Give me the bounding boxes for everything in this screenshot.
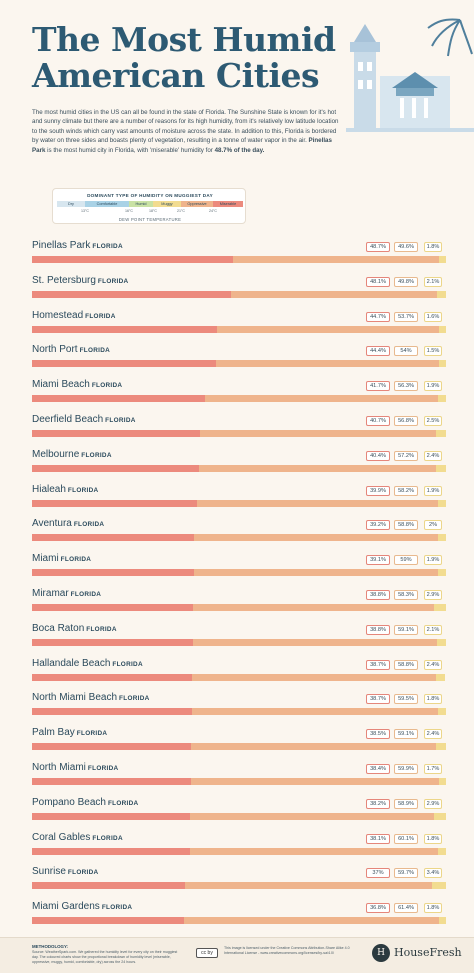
legend-seg-humid: Humid xyxy=(129,201,153,207)
city-name xyxy=(32,553,91,564)
city-row xyxy=(32,897,446,931)
stacked-bar xyxy=(32,534,446,541)
legend-axis-label: DEW POINT TEMPERATURE xyxy=(118,217,182,222)
bar-segment-muggy xyxy=(438,848,446,855)
legend-title: DOMINANT TYPE OF HUMIDITY ON MUGGIEST DAY xyxy=(87,193,213,198)
value-label-oppressive: 61.4% xyxy=(394,903,418,913)
legend-seg-dry: Dry xyxy=(57,201,85,207)
city-label: St. Petersburg xyxy=(32,274,96,286)
stacked-bar xyxy=(32,848,446,855)
value-label-oppressive: 49.6% xyxy=(394,242,418,252)
state-label: FLORIDA xyxy=(79,347,111,355)
city-label: Pinellas Park xyxy=(32,240,91,251)
city-label: Hallandale Beach xyxy=(32,657,111,669)
city-label: Aventura xyxy=(32,518,72,530)
value-label-miserable: 40.7% xyxy=(366,416,390,426)
city-row xyxy=(32,340,446,374)
city-label: Pompano Beach xyxy=(32,796,106,808)
city-label: Melbourne xyxy=(32,448,80,460)
stacked-bar xyxy=(32,256,446,263)
value-label-oppressive: 60.1% xyxy=(394,834,418,844)
stacked-bar xyxy=(32,639,446,646)
value-label-muggy: 1.9% xyxy=(424,555,442,565)
city-name xyxy=(32,379,122,390)
city-row xyxy=(32,410,446,444)
bar-segment-oppressive xyxy=(193,604,434,611)
bar-segment-miserable xyxy=(32,534,194,541)
stacked-bar xyxy=(32,430,446,437)
bar-segment-muggy xyxy=(438,569,446,576)
bar-segment-muggy xyxy=(439,256,447,263)
legend-tick: 16°C xyxy=(124,209,134,213)
value-label-oppressive: 59.9% xyxy=(394,764,418,774)
bar-segment-oppressive xyxy=(216,360,440,367)
bar-segment-miserable xyxy=(32,569,194,576)
bar-segment-oppressive xyxy=(197,500,438,507)
creative-commons-icon: cc by xyxy=(196,948,218,958)
city-row xyxy=(32,375,446,409)
value-label-miserable: 38.1% xyxy=(366,834,390,844)
value-label-muggy: 1.7% xyxy=(424,764,442,774)
intro-bold-city: Pinellas Park xyxy=(32,137,332,154)
city-label: Sunrise xyxy=(32,866,66,878)
bar-segment-muggy xyxy=(436,743,446,750)
value-label-oppressive: 58.8% xyxy=(394,660,418,670)
city-label: Hialeah xyxy=(32,483,66,495)
city-name xyxy=(32,901,132,912)
footer xyxy=(0,937,474,973)
value-label-muggy: 2.9% xyxy=(424,590,442,600)
value-label-miserable: 38.4% xyxy=(366,764,390,774)
legend-ticks xyxy=(57,209,243,214)
bar-segment-muggy xyxy=(438,534,446,541)
stacked-bar xyxy=(32,813,446,820)
bar-segment-oppressive xyxy=(184,917,438,924)
bar-segment-miserable xyxy=(32,848,190,855)
bar-segment-miserable xyxy=(32,708,192,715)
legend-seg-oppressive: Oppressive xyxy=(181,201,213,207)
bar-segment-muggy xyxy=(437,291,446,298)
bar-segment-muggy xyxy=(437,639,446,646)
stacked-bar xyxy=(32,360,446,367)
city-label: Deerfield Beach xyxy=(32,414,104,425)
value-label-miserable: 38.7% xyxy=(366,660,390,670)
bar-segment-oppressive xyxy=(185,882,432,889)
legend-tick: 24°C xyxy=(208,209,218,213)
stacked-bar xyxy=(32,569,446,576)
stacked-bar xyxy=(32,395,446,402)
bar-segment-muggy xyxy=(438,708,446,715)
value-label-oppressive: 49.8% xyxy=(394,277,418,287)
city-name xyxy=(32,658,143,669)
city-row xyxy=(32,688,446,722)
bar-segment-muggy xyxy=(439,778,446,785)
legend-tick: 13°C xyxy=(80,209,90,213)
state-label: FLORIDA xyxy=(67,869,99,877)
value-label-muggy: 1.9% xyxy=(424,381,442,391)
value-label-oppressive: 59% xyxy=(394,555,418,565)
city-row xyxy=(32,549,446,583)
bar-segment-muggy xyxy=(436,430,446,437)
city-row xyxy=(32,793,446,827)
city-label: Coral Gables xyxy=(32,831,91,843)
value-label-miserable: 38.8% xyxy=(366,590,390,600)
city-row xyxy=(32,619,446,653)
header xyxy=(0,0,474,232)
stacked-bar xyxy=(32,326,446,333)
stacked-bar xyxy=(32,743,446,750)
value-label-muggy: 2.4% xyxy=(424,729,442,739)
value-label-oppressive: 56.3% xyxy=(394,381,418,391)
value-label-miserable: 39.1% xyxy=(366,555,390,565)
intro-part-2: is the most humid city in Florida, with 'miserable' humidity for xyxy=(45,146,215,154)
city-row xyxy=(32,723,446,757)
legend-seg-muggy: Muggy xyxy=(153,201,181,207)
bar-segment-muggy xyxy=(432,882,446,889)
city-name xyxy=(32,832,123,843)
city-row xyxy=(32,445,446,479)
city-row xyxy=(32,758,446,792)
value-label-muggy: 2.1% xyxy=(424,625,442,635)
value-label-oppressive: 53.7% xyxy=(394,312,418,322)
value-label-muggy: 2.4% xyxy=(424,660,442,670)
stacked-bar xyxy=(32,882,446,889)
city-label: Miami xyxy=(32,553,59,565)
bar-segment-miserable xyxy=(32,360,216,367)
city-row xyxy=(32,514,446,548)
bar-segment-muggy xyxy=(436,674,446,681)
city-label: Miami Gardens xyxy=(32,901,100,913)
license-text: This image is licensed under the Creative Commons Attribution-Share Alike 4.0 International License - www.creativecommons.org/licenses/by-sa/4.0/ xyxy=(224,946,350,955)
value-label-miserable: 38.8% xyxy=(366,625,390,635)
bar-segment-muggy xyxy=(438,500,446,507)
city-name xyxy=(32,727,107,738)
value-label-miserable: 44.7% xyxy=(366,312,390,322)
bar-segment-miserable xyxy=(32,813,190,820)
state-label: FLORIDA xyxy=(67,486,99,494)
value-label-oppressive: 59.1% xyxy=(394,625,418,635)
value-label-miserable: 37% xyxy=(366,868,390,878)
city-name xyxy=(32,414,136,425)
city-name xyxy=(32,866,98,877)
stacked-bar xyxy=(32,291,446,298)
value-label-oppressive: 58.2% xyxy=(394,486,418,496)
city-row xyxy=(32,584,446,618)
state-label: FLORIDA xyxy=(86,625,117,633)
state-label: FLORIDA xyxy=(76,730,108,738)
bar-segment-muggy xyxy=(439,917,447,924)
value-label-oppressive: 54% xyxy=(394,346,418,356)
value-label-oppressive: 59.7% xyxy=(394,868,418,878)
bar-segment-miserable xyxy=(32,326,217,333)
state-label: FLORIDA xyxy=(105,417,136,424)
city-row xyxy=(32,271,446,305)
florida-building-illustration xyxy=(340,10,474,140)
value-label-muggy: 1.5% xyxy=(424,346,442,356)
legend-tick: 21°C xyxy=(176,209,186,213)
city-label: Boca Raton xyxy=(32,622,85,634)
value-label-oppressive: 58.9% xyxy=(394,799,418,809)
bar-segment-muggy xyxy=(436,465,446,472)
state-label: FLORIDA xyxy=(91,382,123,390)
bar-segment-oppressive xyxy=(191,743,436,750)
value-label-muggy: 2.5% xyxy=(424,416,442,426)
city-name xyxy=(32,762,118,773)
value-label-miserable: 38.2% xyxy=(366,799,390,809)
bar-segment-muggy xyxy=(434,813,446,820)
stacked-bar xyxy=(32,500,446,507)
bar-segment-miserable xyxy=(32,917,184,924)
city-name xyxy=(32,797,138,808)
state-label: FLORIDA xyxy=(107,799,139,807)
city-label: North Miami xyxy=(32,762,86,773)
value-label-muggy: 1.8% xyxy=(424,694,442,704)
city-row xyxy=(32,828,446,862)
value-label-muggy: 3.4% xyxy=(424,868,442,878)
city-row xyxy=(32,654,446,688)
housefresh-logo-text: HouseFresh xyxy=(394,946,462,959)
bar-segment-muggy xyxy=(434,604,446,611)
city-label: North Port xyxy=(32,344,78,356)
bar-segment-miserable xyxy=(32,256,233,263)
bar-segment-muggy xyxy=(438,395,446,402)
state-label: FLORIDA xyxy=(92,834,123,842)
page-title: The Most Humid American Cities xyxy=(32,20,336,95)
bar-segment-miserable xyxy=(32,778,191,785)
methodology-heading: METHODOLOGY: xyxy=(32,944,69,949)
state-label: FLORIDA xyxy=(85,312,116,320)
value-label-miserable: 40.4% xyxy=(366,451,390,461)
value-label-muggy: 2% xyxy=(424,520,442,530)
value-label-miserable: 44.4% xyxy=(366,346,390,356)
value-label-muggy: 2.9% xyxy=(424,799,442,809)
city-label: North Miami Beach xyxy=(32,692,118,704)
city-name xyxy=(32,344,110,355)
value-label-miserable: 48.1% xyxy=(366,277,390,287)
bar-segment-oppressive xyxy=(193,639,438,646)
state-label: FLORIDA xyxy=(81,451,112,459)
state-label: FLORIDA xyxy=(87,765,119,772)
methodology-text: Source: WeatherSpark.com. We gathered the humidity level for every city on their muggiest day. The coloured charts show the proportional breakdown of humidity level (miserable, oppressive, muggy, humid, comfortable, dry) across the 24 hours. xyxy=(32,950,178,964)
stacked-bar xyxy=(32,465,446,472)
bar-segment-miserable xyxy=(32,465,199,472)
value-label-muggy: 1.8% xyxy=(424,834,442,844)
stacked-bar xyxy=(32,778,446,785)
city-name xyxy=(32,484,98,495)
value-label-oppressive: 58.3% xyxy=(394,590,418,600)
value-label-muggy: 2.4% xyxy=(424,451,442,461)
legend-seg-miserable: Miserable xyxy=(213,201,243,207)
bar-segment-oppressive xyxy=(194,569,438,576)
value-label-miserable: 39.9% xyxy=(366,486,390,496)
city-row xyxy=(32,862,446,896)
legend-tick: 18°C xyxy=(148,209,158,213)
state-label: FLORIDA xyxy=(119,695,150,703)
bar-segment-miserable xyxy=(32,500,197,507)
humidity-legend xyxy=(52,188,246,224)
city-label: Homestead xyxy=(32,309,84,321)
value-label-muggy: 2.1% xyxy=(424,277,442,287)
city-name xyxy=(32,518,104,529)
value-label-oppressive: 59.1% xyxy=(394,729,418,739)
legend-seg-comfortable: Comfortable xyxy=(85,201,129,207)
state-label: FLORIDA xyxy=(73,521,105,529)
value-label-oppressive: 57.2% xyxy=(394,451,418,461)
intro-text xyxy=(32,108,342,155)
value-label-miserable: 39.2% xyxy=(366,520,390,530)
value-label-oppressive: 59.5% xyxy=(394,694,418,704)
bar-segment-oppressive xyxy=(205,395,438,402)
value-label-miserable: 41.7% xyxy=(366,381,390,391)
state-label: FLORIDA xyxy=(112,660,143,668)
value-label-miserable: 38.5% xyxy=(366,729,390,739)
stacked-bar xyxy=(32,604,446,611)
bar-segment-oppressive xyxy=(217,326,439,333)
bar-segment-miserable xyxy=(32,291,231,298)
city-name xyxy=(32,240,123,251)
stacked-bar xyxy=(32,708,446,715)
city-label: Miramar xyxy=(32,588,69,599)
bar-segment-oppressive xyxy=(231,291,437,298)
city-name xyxy=(32,692,150,703)
bar-segment-miserable xyxy=(32,743,191,750)
bar-segment-oppressive xyxy=(190,813,434,820)
value-label-muggy: 1.8% xyxy=(424,903,442,913)
bar-segment-oppressive xyxy=(190,848,439,855)
bar-segment-miserable xyxy=(32,639,193,646)
state-label: FLORIDA xyxy=(101,904,133,912)
bar-segment-miserable xyxy=(32,430,200,437)
intro-bold-percent: 48.7% of the day. xyxy=(214,146,265,154)
value-label-muggy: 1.9% xyxy=(424,486,442,496)
value-label-miserable: 36.8% xyxy=(366,903,390,913)
city-label: Palm Bay xyxy=(32,727,75,739)
city-name xyxy=(32,310,116,321)
value-label-oppressive: 58.8% xyxy=(394,520,418,530)
bar-segment-oppressive xyxy=(200,430,435,437)
value-label-oppressive: 56.8% xyxy=(394,416,418,426)
bar-segment-miserable xyxy=(32,604,193,611)
city-row xyxy=(32,306,446,340)
bar-segment-oppressive xyxy=(191,778,439,785)
legend-bar xyxy=(57,201,243,207)
city-name xyxy=(32,588,101,599)
state-label: FLORIDA xyxy=(92,243,123,250)
value-label-muggy: 1.8% xyxy=(424,242,442,252)
bar-segment-muggy xyxy=(439,360,445,367)
city-row xyxy=(32,236,446,270)
state-label: FLORIDA xyxy=(97,277,129,285)
bar-segment-oppressive xyxy=(194,534,437,541)
city-name xyxy=(32,449,112,460)
state-label: FLORIDA xyxy=(60,556,92,564)
bar-segment-miserable xyxy=(32,674,192,681)
bar-segment-oppressive xyxy=(192,674,435,681)
city-label: Miami Beach xyxy=(32,379,90,391)
value-label-miserable: 48.7% xyxy=(366,242,390,252)
bar-segment-miserable xyxy=(32,395,205,402)
state-label: FLORIDA xyxy=(70,591,102,598)
city-row xyxy=(32,480,446,514)
bar-segment-oppressive xyxy=(233,256,438,263)
city-name xyxy=(32,275,128,286)
stacked-bar xyxy=(32,917,446,924)
value-label-muggy: 1.6% xyxy=(424,312,442,322)
housefresh-logo-icon: H xyxy=(372,944,390,962)
city-name xyxy=(32,623,117,634)
value-label-miserable: 38.7% xyxy=(366,694,390,704)
bar-segment-oppressive xyxy=(192,708,438,715)
bar-segment-oppressive xyxy=(199,465,436,472)
bar-segment-muggy xyxy=(439,326,446,333)
stacked-bar xyxy=(32,674,446,681)
intro-part-1: The most humid cities in the US can all be found in the state of Florida. The Sunshine State is known for it's hot and sunny climate but there are a number of reasons for its high humidity, from it's relatively low latitude location to the south winds which carry vast amounts of moisture across the state. In addition to this, Florida is bordered by water on three sides and boasts plenty of vegetation, resulting in a tonne of water vapor in the air. xyxy=(32,109,339,145)
bar-segment-miserable xyxy=(32,882,185,889)
